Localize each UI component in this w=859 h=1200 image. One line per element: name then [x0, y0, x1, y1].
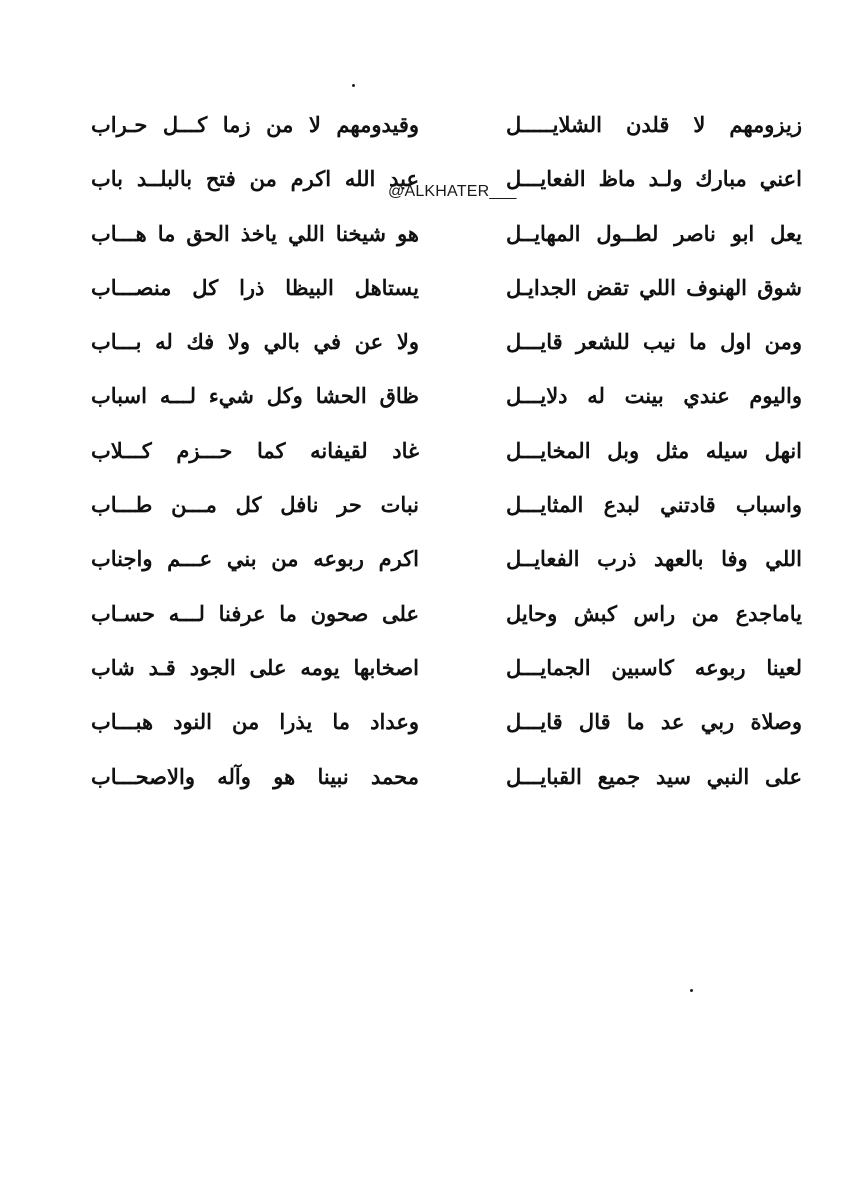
watermark-handle: @ALKHATER___ [388, 183, 517, 200]
second-hemistich: عبد الله اكرم من فتح بالبلــد باب [91, 166, 419, 192]
verse-line [0, 702, 859, 756]
second-hemistich: اصخابها يومه على الجود قـد شاب [91, 654, 419, 680]
verse-line [0, 539, 859, 593]
verse-line [0, 648, 859, 702]
first-hemistich: على النبي سيد جميع القبايـــل [506, 763, 802, 789]
first-hemistich: لعينا ربوعه كاسبين الجمايـــل [506, 654, 802, 680]
second-hemistich: يستاهل البيظا ذرا كل منصـــاب [91, 274, 419, 300]
first-hemistich: شوق الهنوف اللي تقض الجدايـل [506, 274, 802, 300]
second-hemistich: غاد لقيفانه كما حـــزم كـــلاب [91, 437, 419, 463]
first-hemistich: ياماجدع من راس كبش وحايل [506, 600, 802, 626]
first-hemistich: ومن اول ما نيب للشعر قايـــل [506, 329, 802, 355]
first-hemistich: واسباب قادتني لبدع المثايـــل [506, 492, 802, 518]
first-hemistich: اللي وفا بالعهد ذرب الفعايــل [506, 546, 802, 572]
second-hemistich: محمد نبينا هو وآله والاصحـــاب [91, 763, 419, 789]
second-hemistich: هو شيخنا اللي ياخذ الحق ما هـــاب [91, 220, 419, 246]
first-hemistich: واليوم عندي بينت له دلايـــل [506, 383, 802, 409]
verse-line [0, 268, 859, 322]
verse-line [0, 757, 859, 811]
first-hemistich: زيزومهم لا قلدن الشلايـــــل [506, 112, 802, 137]
verse-line [0, 431, 859, 485]
first-hemistich: وصلاة ربي عد ما قال قايـــل [506, 709, 802, 735]
second-hemistich: على صحون ما عرفنا لـــه حسـاب [91, 600, 419, 626]
poem-body [0, 105, 859, 811]
first-hemistich: يعل ابو ناصر لطــول المهايــل [506, 220, 802, 246]
first-hemistich: اعني مبارك ولـد ماظ الفعايـــل [506, 166, 802, 192]
second-hemistich: وعداد ما يذرا من النود هبـــاب [91, 709, 419, 735]
scan-speck [690, 989, 693, 992]
verse-line [0, 485, 859, 539]
verse-line [0, 105, 859, 159]
verse-line [0, 214, 859, 268]
verse-line [0, 322, 859, 376]
verse-line [0, 594, 859, 648]
second-hemistich: اكرم ربوعه من بني عـــم واجناب [91, 546, 419, 572]
verse-line [0, 159, 859, 213]
second-hemistich: وقيدومهم لا من زما كـــل حـراب [91, 112, 419, 137]
first-hemistich: انهل سيله مثل وبل المخايـــل [506, 437, 802, 463]
second-hemistich: ولا عن في بالي ولا فك له بـــاب [91, 329, 419, 355]
second-hemistich: نبات حر نافل كل مـــن طـــاب [91, 492, 419, 518]
scan-speck [352, 84, 355, 87]
second-hemistich: ظاق الحشا وكل شيء لـــه اسباب [91, 383, 419, 409]
verse-line [0, 376, 859, 430]
